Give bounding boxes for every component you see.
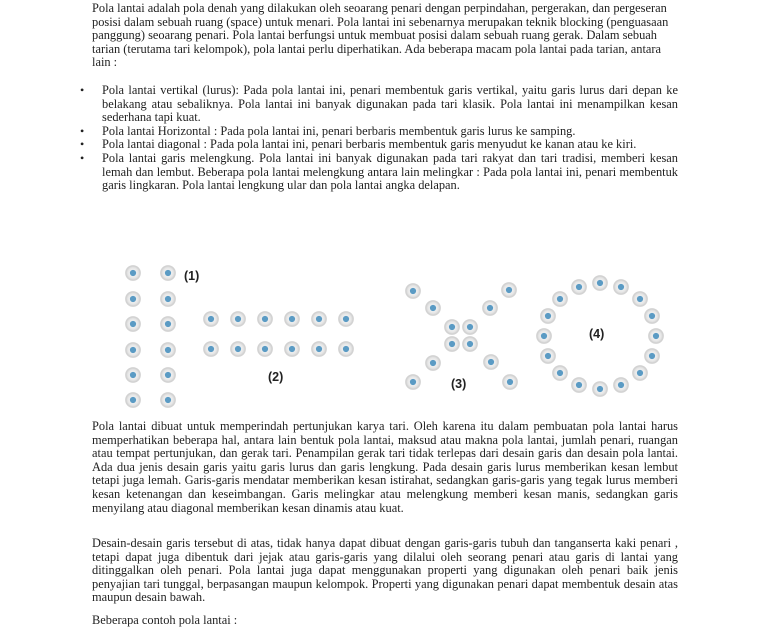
list-item-text: Pola lantai diagonal : Pada pola lantai ini, penari berbaris membentuk garis menyudut ke kanan atau ke kiri.: [102, 137, 637, 152]
bullet-marker: •: [80, 123, 85, 138]
bullet-marker: •: [80, 150, 85, 165]
dancer-dot-circle: [593, 276, 608, 291]
dancer-dot-vertical: [161, 266, 176, 281]
list-item: [78, 84, 678, 125]
list-item: [78, 138, 678, 152]
dancer-dot-diagonal: [463, 337, 478, 352]
dancer-dot-diagonal: [503, 375, 518, 390]
dancer-dot-diagonal: [406, 284, 421, 299]
dancer-dot-circle: [593, 382, 608, 397]
bullet-marker: •: [80, 137, 85, 152]
dancer-dot-circle: [553, 292, 568, 307]
list-item: [78, 152, 678, 193]
dancer-dot-circle: [633, 292, 648, 307]
dancer-dot-diagonal: [445, 337, 460, 352]
dancer-dot-horizontal: [285, 342, 300, 357]
dancer-dot-diagonal: [406, 375, 421, 390]
dancer-dot-vertical: [161, 393, 176, 408]
list-item: [78, 125, 678, 139]
dancer-dot-circle: [633, 366, 648, 381]
dancer-dot-horizontal: [231, 312, 246, 327]
dancer-dot-diagonal: [463, 320, 478, 335]
dancer-dot-horizontal: [312, 342, 327, 357]
property-paragraph: Desain-desain garis tersebut di atas, tidak hanya dapat dibuat dengan garis-garis tubuh dan tanganserta kaki penari , tetapi dapat juga dibentuk dari jejak atau garis-garis yang dilalui oleh seorang penari atau garis di lantai yang ditinggalkan oleh penari. Pola lantai juga dapat menggunakan properti yang digunakan oleh penari baik jenis penyajian tari tunggal, berpasangan maupun kelompok. Properti yang digunakan penari dapat membentuk desain atas maupun desain bawah.: [92, 536, 678, 605]
dancer-dot-diagonal: [502, 283, 517, 298]
dancer-dot-circle: [614, 280, 629, 295]
dancer-dots: [126, 266, 664, 408]
examples-heading: Beberapa contoh pola lantai :: [92, 613, 238, 627]
floor-pattern-diagram: [0, 250, 768, 420]
dancer-dot-vertical: [161, 343, 176, 358]
dancer-dot-diagonal: [483, 301, 498, 316]
bullet-marker: •: [80, 83, 85, 97]
dancer-dot-vertical: [161, 368, 176, 383]
dancer-dot-horizontal: [258, 342, 273, 357]
dancer-dot-diagonal: [426, 356, 441, 371]
dancer-dot-diagonal: [426, 301, 441, 316]
dancer-dot-diagonal: [445, 320, 460, 335]
dancer-dot-vertical: [126, 292, 141, 307]
dancer-dot-horizontal: [258, 312, 273, 327]
list-item-text: Pola lantai garis melengkung. Pola lantai ini banyak digunakan pada tari rakyat dan tari tradisi, memberi kesan lemah dan lembut. Beberapa pola lantai melengkung antara lain melingkar : Pada pola lantai ini, penari membentuk garis lingkaran. Pola lantai lengkung ular dan pola lantai angka delapan.: [102, 150, 678, 193]
dancer-dot-horizontal: [339, 342, 354, 357]
dancer-dot-circle: [537, 329, 552, 344]
dancer-dot-circle: [614, 378, 629, 393]
dancer-dot-vertical: [126, 368, 141, 383]
dancer-dot-horizontal: [204, 342, 219, 357]
dancer-dot-horizontal: [204, 312, 219, 327]
dancer-dot-vertical: [161, 317, 176, 332]
dancer-dot-horizontal: [312, 312, 327, 327]
dancer-dot-vertical: [126, 393, 141, 408]
dancer-dot-horizontal: [339, 312, 354, 327]
list-item-text: Pola lantai Horizontal : Pada pola lantai ini, penari berbaris membentuk garis lurus ke samping.: [102, 123, 576, 138]
dancer-dot-circle: [541, 349, 556, 364]
dancer-dot-vertical: [126, 317, 141, 332]
dancer-dot-vertical: [126, 266, 141, 281]
dancer-dot-circle: [572, 280, 587, 295]
design-paragraph: Pola lantai dibuat untuk memperindah pertunjukan karya tari. Oleh karena itu dalam pembuatan pola lantai harus memperhatikan beberapa hal, antara lain bentuk pola lantai, maksud atau makna pola lantai, jumlah penari, ruangan atau tempat pertunjukan, dan gerak tari. Penampilan gerak tari tidak terlepas dari desain garis dan desain pola lantai. Ada dua jenis desain garis yaitu garis lurus dan garis lengkung. Pada desain garis lurus memberikan kesan lembut tetapi juga lemah. Garis-garis mendatar memberikan kesan istirahat, sedangkan garis-garis yang tegak lurus memberi kesan ketenangan dan keseimbangan. Garis melingkar atau melengkung memberi kesan manis, sedangkan garis menyilang atau diagonal memberikan kesan dinamis atau kuat.: [92, 419, 678, 515]
dancer-dot-circle: [541, 309, 556, 324]
dancer-dot-horizontal: [285, 312, 300, 327]
dancer-dot-vertical: [161, 292, 176, 307]
label-diagonal: (3): [451, 377, 467, 391]
label-circle: (4): [589, 327, 605, 341]
dancer-dot-vertical: [126, 343, 141, 358]
list-item-text: Pola lantai vertikal (lurus): Pada pola lantai ini, penari membentuk garis vertikal, yaitu garis lurus dari depan ke belakang atau sebaliknya. Pola lantai ini banyak digunakan pada tari klasik. Pola lantai ini menampilkan kesan sederhana tapi kuat.: [102, 83, 678, 125]
dancer-dot-circle: [572, 378, 587, 393]
dancer-dot-diagonal: [484, 355, 499, 370]
dancer-dot-horizontal: [231, 342, 246, 357]
dancer-dot-circle: [645, 309, 660, 324]
label-horizontal: (2): [268, 370, 284, 384]
pattern-list: [78, 84, 678, 193]
dancer-dot-circle: [649, 329, 664, 344]
intro-paragraph: Pola lantai adalah pola denah yang dilakukan oleh seoarang penari dengan perpindahan, pergerakan, dan pergeseran posisi dalam sebuah ruang (space) untuk menari. Pola lantai ini sebenarnya merupakan teknik blocking (penguasaan panggung) seoarang penari. Pola lantai berfungsi untuk membuat posisi dalam sebuah ruang gerak. Dalam sebuah tarian (terutama tari kelompok), pola lantai perlu diperhatikan. Ada beberapa macam pola lantai pada tarian, antara lain :: [92, 1, 669, 70]
dancer-dot-circle: [645, 349, 660, 364]
dancer-dot-circle: [553, 366, 568, 381]
label-vertical: (1): [184, 269, 200, 283]
